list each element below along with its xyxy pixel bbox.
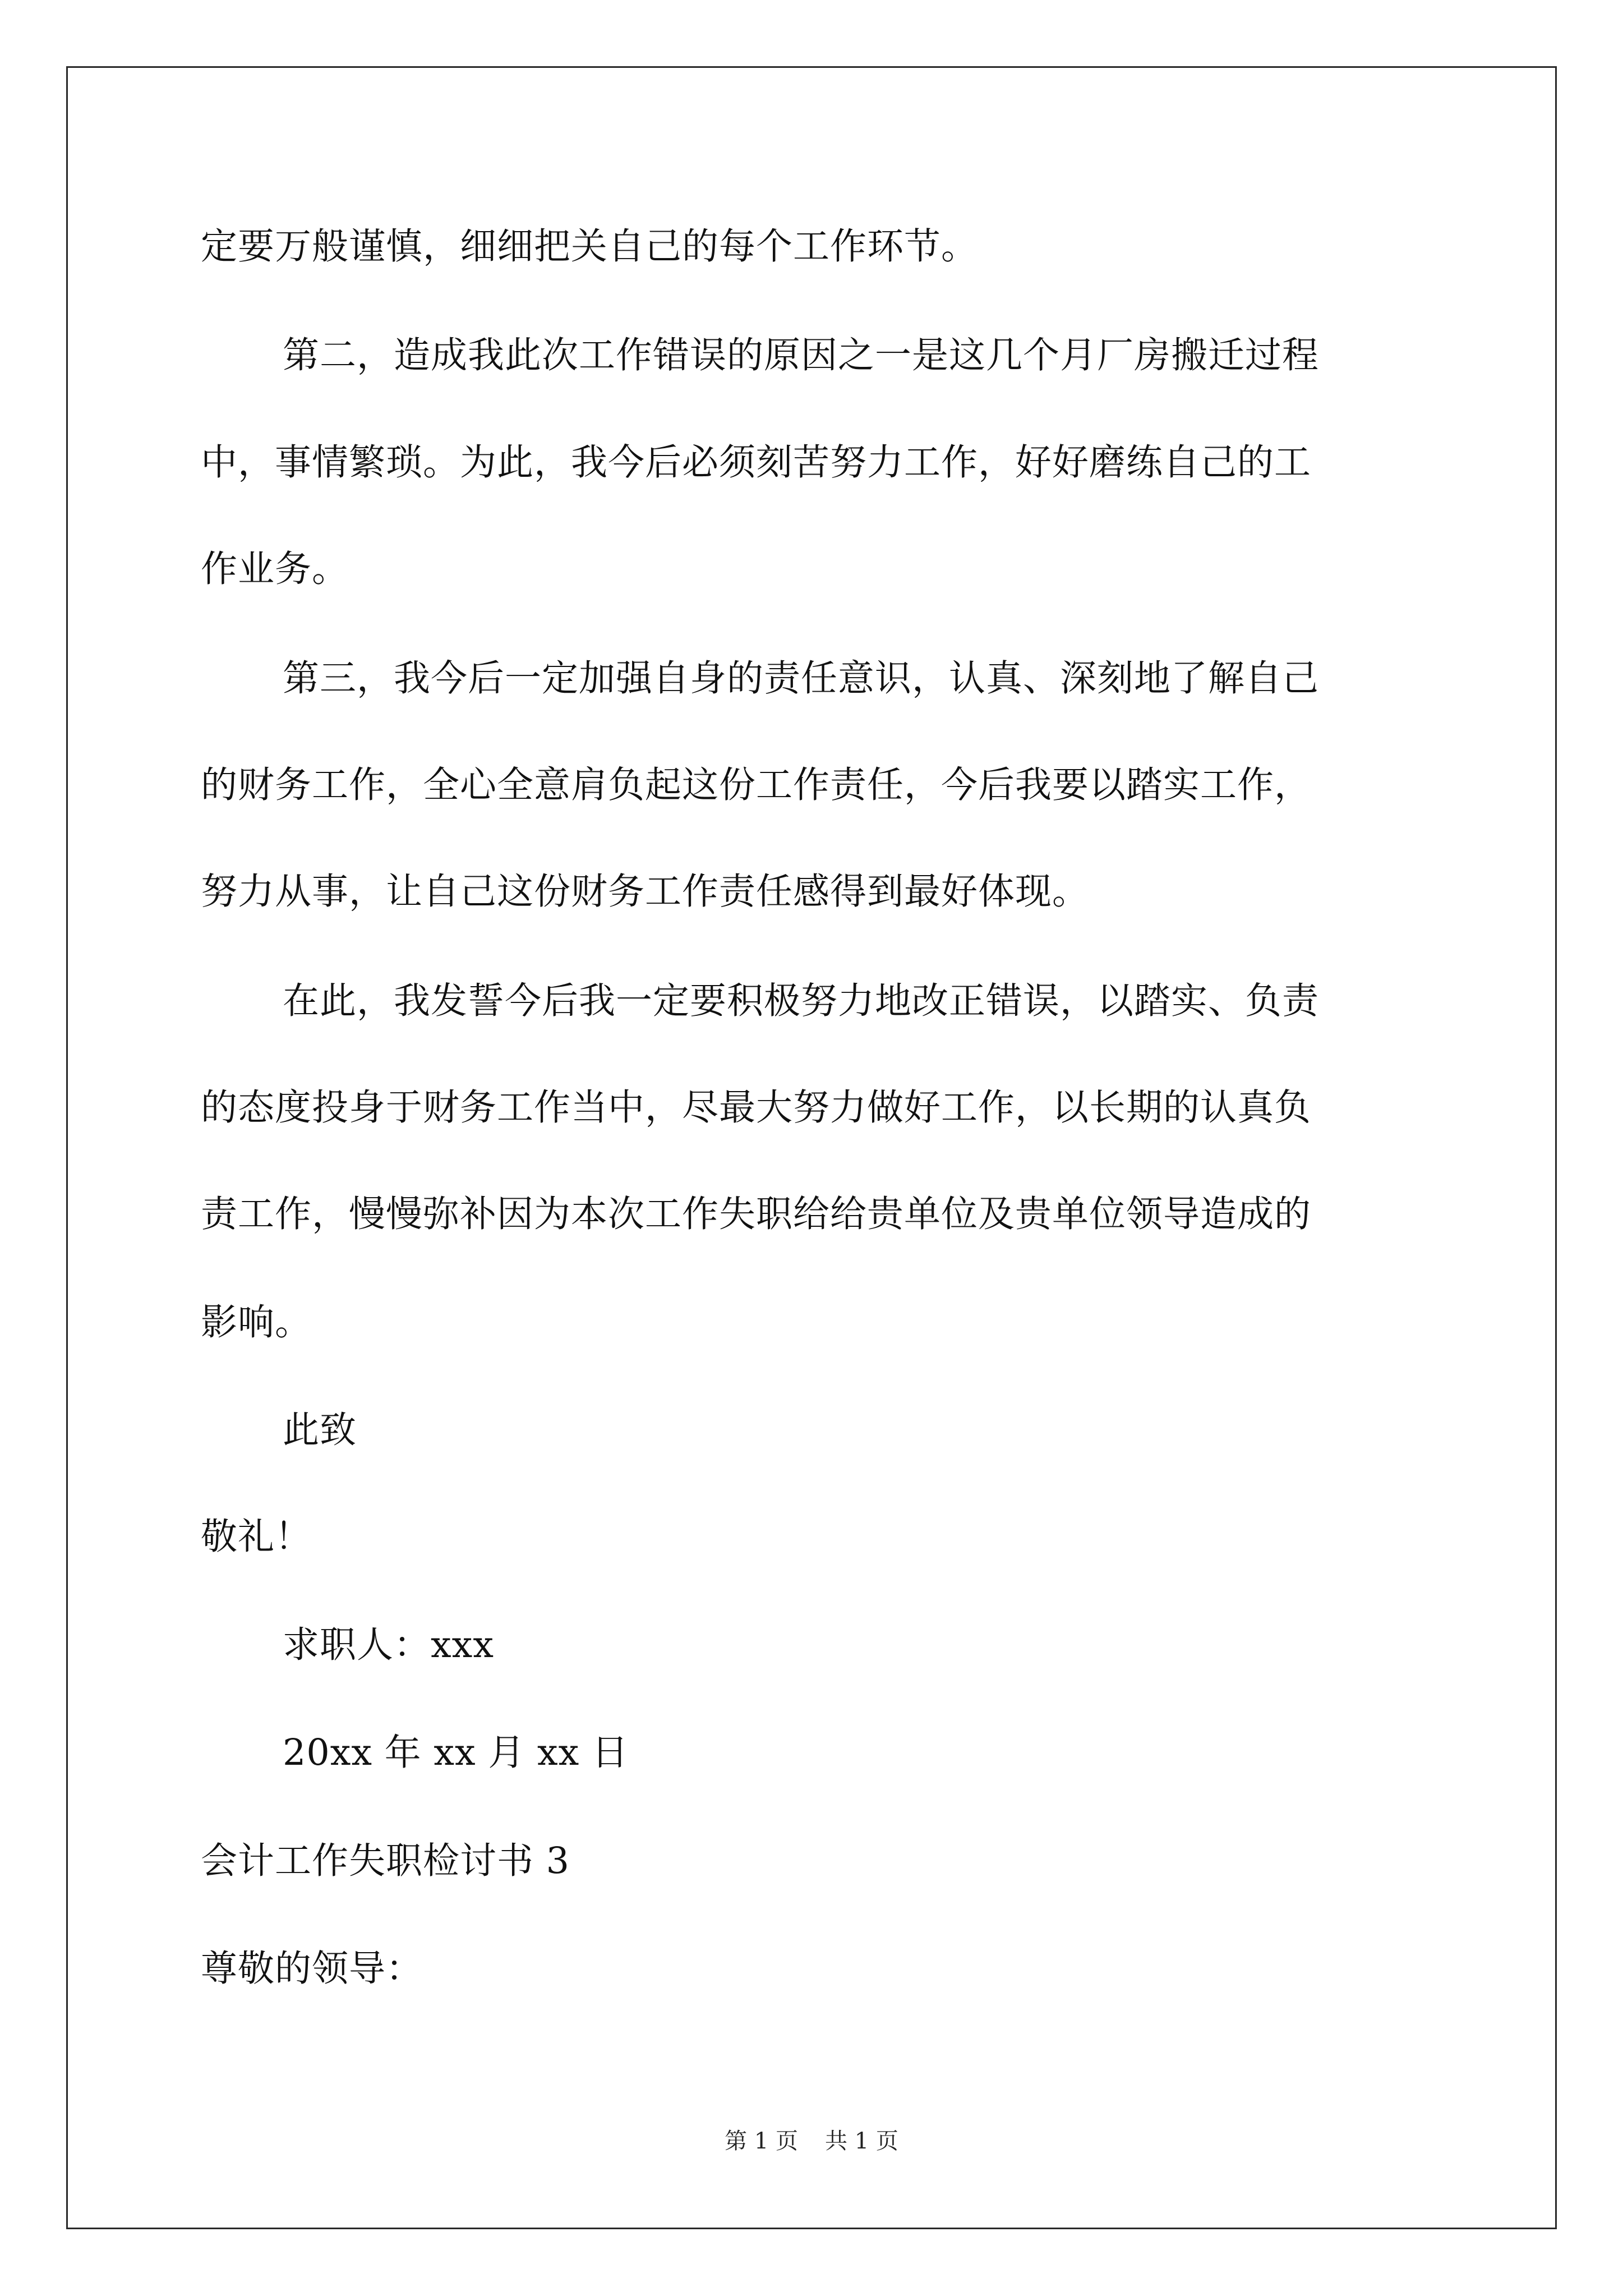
paragraph-line: 第二，造成我此次工作错误的原因之一是这几个月厂房搬迁过程 xyxy=(283,334,1320,376)
page-footer xyxy=(0,2127,1623,2155)
paragraph-line: 第三，我今后一定加强自身的责任意识，认真、深刻地了解自己 xyxy=(283,657,1320,700)
paragraph-line: 作业务。 xyxy=(201,548,349,590)
greeting: 尊敬的领导： xyxy=(201,1948,423,1990)
paragraph-line: 定要万般谨慎，细细把关自己的每个工作环节。 xyxy=(201,226,979,268)
paragraph-line: 中，事情繁琐。为此，我今后必须刻苦努力工作，好好磨练自己的工 xyxy=(201,441,1312,484)
closing-phrase: 此致 xyxy=(283,1409,357,1451)
paragraph-line: 影响。 xyxy=(201,1301,312,1343)
signature-date: 20xx 年 xx 月 xx 日 xyxy=(283,1732,629,1774)
page-total: 共 1 页 xyxy=(825,2128,898,2154)
paragraph-line: 在此，我发誓今后我一定要积极努力地改正错误，以踏实、负责 xyxy=(283,980,1320,1022)
paragraph-line: 的态度投身于财务工作当中，尽最大努力做好工作，以长期的认真负 xyxy=(201,1087,1312,1129)
page-border xyxy=(66,66,1557,2229)
signature-name: 求职人：xxx xyxy=(283,1624,494,1666)
paragraph-line: 努力从事，让自己这份财务工作责任感得到最好体现。 xyxy=(201,871,1090,913)
closing-salutation: 敬礼！ xyxy=(201,1516,312,1558)
section-title: 会计工作失职检讨书 3 xyxy=(201,1840,570,1882)
paragraph-line: 责工作，慢慢弥补因为本次工作失职给给贵单位及贵单位领导造成的 xyxy=(201,1193,1312,1235)
paragraph-line: 的财务工作，全心全意肩负起这份工作责任，今后我要以踏实工作， xyxy=(201,764,1312,806)
page-number: 第 1 页 xyxy=(725,2128,798,2154)
